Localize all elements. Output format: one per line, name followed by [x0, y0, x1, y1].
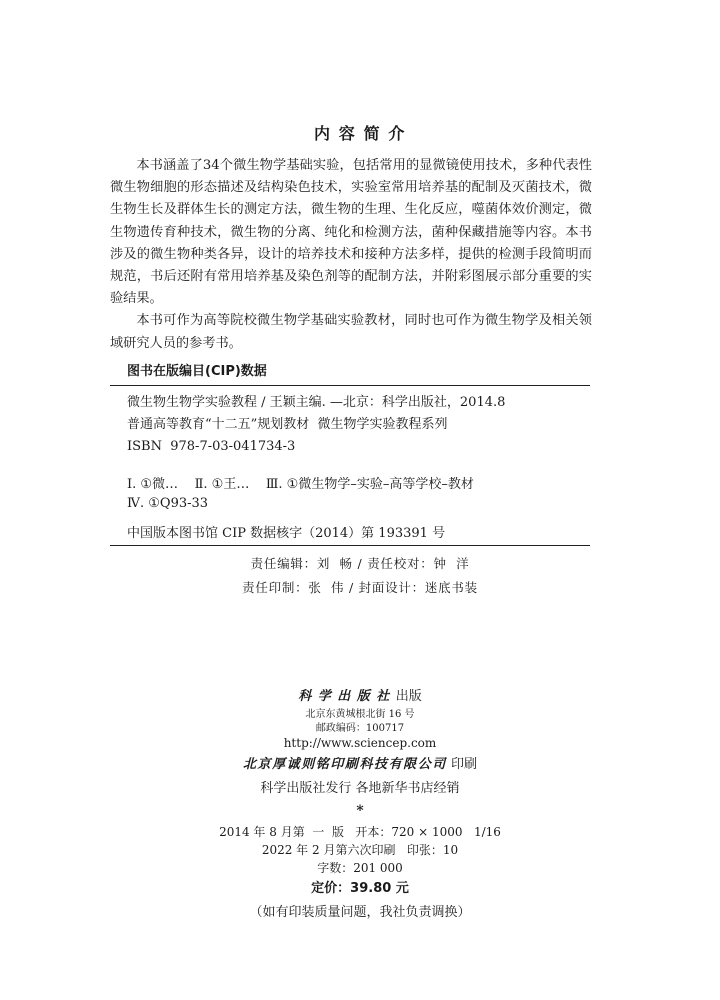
publisher-logo-text: 科学出版社 [298, 689, 396, 704]
publisher-address: 北京东黄城根北街 16 号 [305, 709, 415, 720]
cip-title-line: 微生物生物学实验教程 / 王颖主编. —北京：科学出版社，2014.8 [127, 395, 506, 410]
summary-body [110, 155, 592, 355]
separator-star: * [356, 803, 364, 819]
edition-line: 2014 年 8 月第 一 版 开本：720 × 1000 1/16 [219, 825, 501, 839]
printing-line: 2022 年 2 月第六次印刷 印张：10 [261, 843, 459, 857]
publisher-postcode: 邮政编码：100717 [315, 723, 405, 734]
publisher-name [0, 688, 720, 706]
publisher-suffix: 出版 [395, 689, 422, 704]
production-credits: 责任印制：张 伟 / 封面设计：迷底书装 [242, 580, 478, 595]
printer-line [0, 756, 720, 774]
cip-bottom-rule [110, 545, 590, 546]
distribution-line: 科学出版社发行 各地新华书店经销 [260, 781, 460, 796]
word-count: 字数：201 000 [317, 861, 403, 875]
cip-title: 图书在版编目(CIP)数据 [127, 364, 267, 379]
publisher-url: http://www.sciencep.com [283, 736, 437, 750]
editor-credits: 责任编辑：刘 畅 / 责任校对：钟 洋 [250, 556, 470, 571]
printer-suffix: 印刷 [450, 757, 477, 772]
summary-paragraph-1: 本书涵盖了34个微生物学基础实验，包括常用的显微镜使用技术，多种代表性微生物细胞的形态描述及结构染色技术，实验室常用培养基的配制及灭菌技术，微生物生长及群体生长的测定方法，微生物的生理、生化反应，噬菌体效价测定，微生物遗传育种技术，微生物的分离、纯化和检测方法，菌种保藏措施等内容。本书涉及的微生物种类各异，设计的培养技术和接种方法多样，提供的检测手段简明而规范，书后还附有常用培养基及染色剂等的配制方法，并附彩图展示部分重要的实验结果。 [110, 158, 592, 307]
price: 定价：39.80 元 [311, 881, 409, 896]
cip-isbn: ISBN 978-7-03-041734-3 [127, 439, 296, 454]
cip-series-line: 普通高等教育“十二五”规划教材 微生物学实验教程系列 [127, 417, 448, 432]
cip-classification: Ⅰ. ①微… Ⅱ. ①王… Ⅲ. ①微生物学–实验–高等学校–教材 [127, 477, 474, 492]
quality-note: （如有印装质量问题，我社负责调换） [249, 905, 471, 920]
summary-paragraph-2: 本书可作为高等院校微生物学基础实验教材，同时也可作为微生物学及相关领域研究人员的参考书。 [110, 313, 592, 351]
summary-heading: 内 容 简 介 [314, 124, 406, 143]
cip-classification-number: Ⅳ. ①Q93-33 [127, 496, 209, 511]
printer-name: 北京厚诚则铭印刷科技有限公司 [243, 757, 447, 772]
cip-record-number: 中国版本图书馆 CIP 数据核字（2014）第 193391 号 [127, 526, 446, 541]
cip-top-rule [110, 385, 590, 386]
